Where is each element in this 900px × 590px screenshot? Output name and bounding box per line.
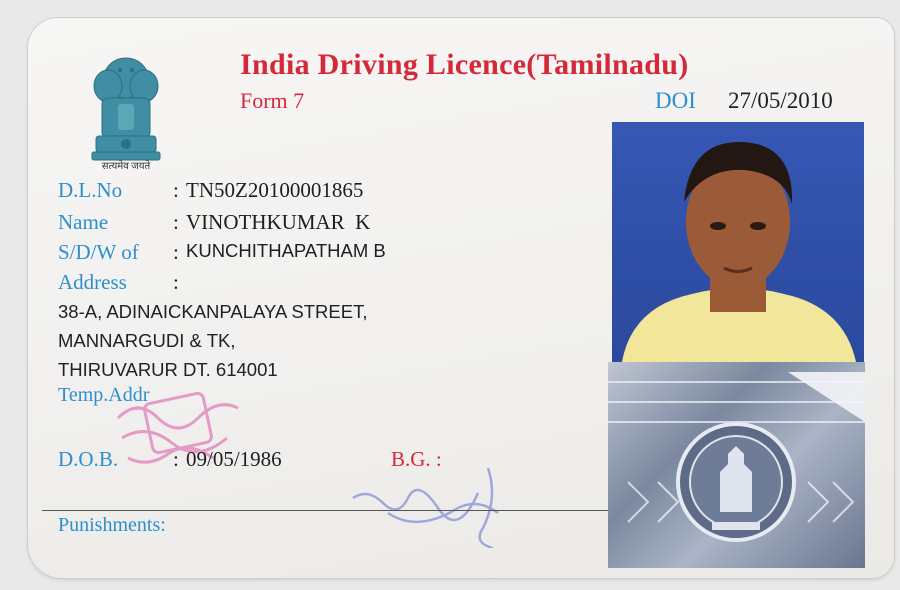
- colon: :: [173, 447, 179, 471]
- sdw-value: KUNCHITHAPATHAM B: [186, 240, 386, 261]
- dl-no-label: D.L.No: [58, 178, 123, 202]
- dob-value: 09/05/1986: [186, 447, 282, 471]
- address-line: 38-A, ADINAICKANPALAYA STREET,: [58, 301, 368, 322]
- card-title: India Driving Licence(Tamilnadu): [240, 48, 689, 81]
- colon: :: [173, 240, 179, 264]
- form-number: Form 7: [240, 88, 305, 113]
- doi-value: 27/05/2010: [728, 88, 833, 113]
- signature-mark: [348, 458, 548, 548]
- separator-line: [42, 510, 610, 511]
- emblem-motto: सत्यमेव जयते: [101, 161, 151, 172]
- address-line: MANNARGUDI & TK,: [58, 330, 236, 351]
- address-line: THIRUVARUR DT. 614001: [58, 359, 278, 380]
- portrait-image: [612, 122, 864, 362]
- dob-label: D.O.B.: [58, 447, 119, 471]
- sdw-label: S/D/W of: [58, 240, 139, 264]
- colon: :: [173, 270, 179, 294]
- temple-seal-icon: [608, 362, 865, 568]
- temp-addr-label: Temp.Addr: [58, 384, 150, 406]
- address-block: [58, 297, 367, 384]
- name-value: VINOTHKUMAR K: [186, 210, 371, 234]
- dl-no-value: TN50Z20100001865: [186, 178, 364, 202]
- colon: :: [173, 178, 179, 202]
- blood-group-label: B.G. :: [391, 447, 442, 471]
- driving-licence-card: [28, 18, 894, 578]
- hologram-security-seal: [608, 362, 865, 568]
- name-label: Name: [58, 210, 109, 234]
- address-label: Address: [58, 270, 127, 294]
- doi-label: DOI: [655, 88, 696, 113]
- holder-photo: [612, 122, 864, 362]
- punishments-label: Punishments:: [58, 514, 166, 536]
- colon: :: [173, 210, 179, 234]
